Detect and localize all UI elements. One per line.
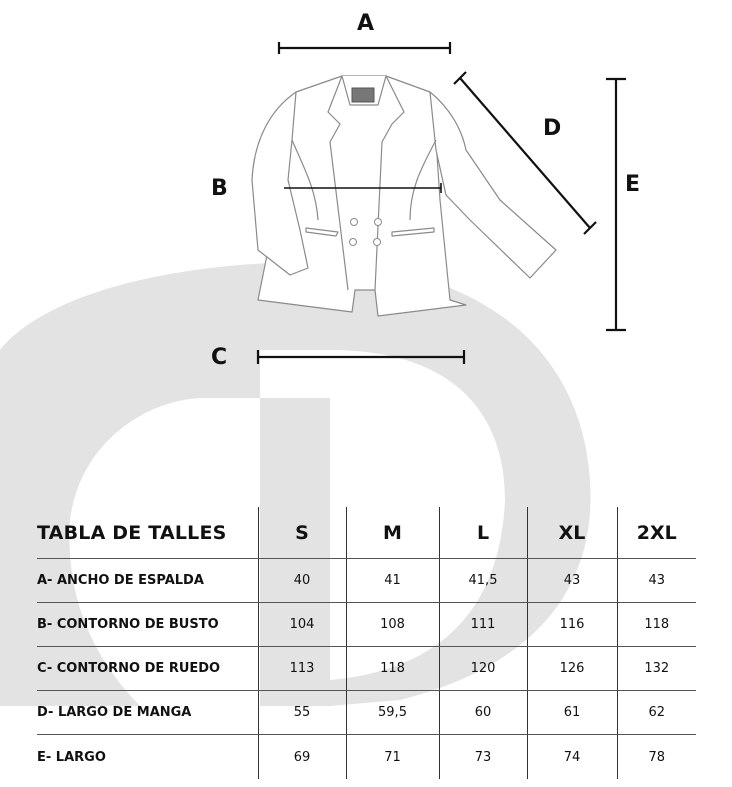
table-cell: 41,5 [439, 559, 527, 603]
button [351, 219, 358, 226]
measure-e-label: E [625, 172, 641, 197]
table-cell: 69 [258, 735, 346, 780]
table-cell: 43 [617, 559, 696, 603]
table-title: TABLA DE TALLES [37, 507, 258, 559]
table-row [37, 603, 696, 647]
size-header-m: M [346, 507, 439, 559]
table-cell: 118 [346, 647, 439, 691]
row-label: B- CONTORNO DE BUSTO [37, 603, 258, 647]
row-label: E- LARGO [37, 749, 106, 765]
row-label: A- ANCHO DE ESPALDA [37, 559, 258, 603]
measure-a-line [279, 42, 450, 54]
measure-c-label: C [211, 345, 228, 370]
jacket-outline [252, 76, 556, 316]
table-cell: 111 [439, 603, 527, 647]
table-cell: 108 [346, 603, 439, 647]
measure-c-line [258, 350, 464, 364]
table-cell: 78 [617, 735, 696, 780]
table-cell: 113 [258, 647, 346, 691]
table-cell: 61 [527, 691, 617, 735]
size-header-xl: XL [527, 507, 617, 559]
table-cell: 60 [439, 691, 527, 735]
table-cell: 74 [527, 735, 617, 780]
measure-e-line [606, 79, 626, 330]
size-header-2xl: 2XL [617, 507, 696, 559]
table-cell: 120 [439, 647, 527, 691]
measure-d-label: D [543, 116, 562, 141]
table-row [37, 647, 696, 691]
table-cell: 55 [258, 691, 346, 735]
table-header-row [37, 507, 696, 559]
table-cell: 41 [346, 559, 439, 603]
size-table [37, 507, 696, 779]
label-tag [352, 88, 374, 102]
table-cell: 59,5 [346, 691, 439, 735]
table-cell: 116 [527, 603, 617, 647]
row-label: C- CONTORNO DE RUEDO [37, 647, 258, 691]
table-row [37, 559, 696, 603]
table-cell: 73 [439, 735, 527, 780]
row-label: D- LARGO DE MANGA [37, 691, 258, 735]
table-row [37, 735, 696, 780]
table-cell: 40 [258, 559, 346, 603]
table-cell: 71 [346, 735, 439, 780]
size-header-l: L [439, 507, 527, 559]
table-cell: 118 [617, 603, 696, 647]
table-row [37, 691, 696, 735]
button [350, 239, 357, 246]
measure-b-label: B [211, 176, 228, 201]
table-cell: 62 [617, 691, 696, 735]
table-cell: 132 [617, 647, 696, 691]
measure-a-label: A [357, 11, 375, 36]
table-cell: 104 [258, 603, 346, 647]
button [374, 239, 381, 246]
size-header-s: S [258, 507, 346, 559]
table-cell: 43 [527, 559, 617, 603]
button [375, 219, 382, 226]
table-cell: 126 [527, 647, 617, 691]
